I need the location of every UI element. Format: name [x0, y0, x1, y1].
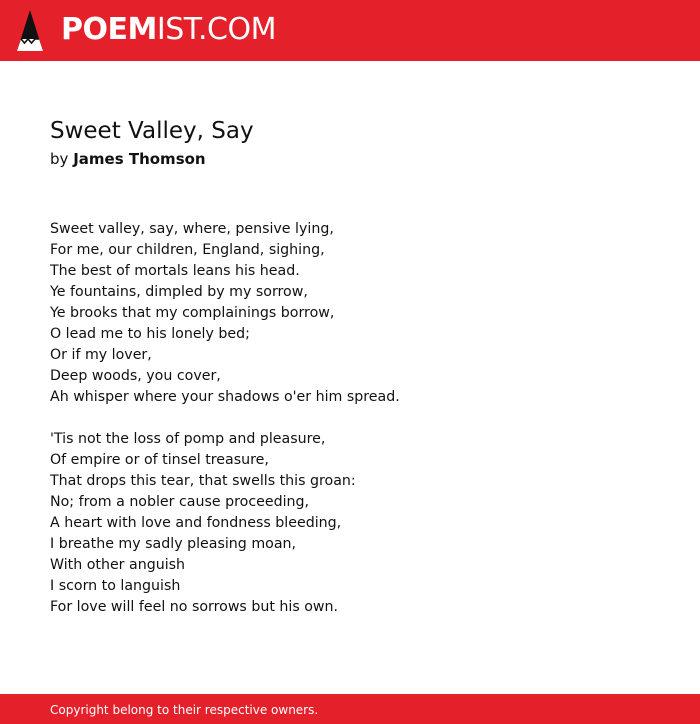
poem-line: I scorn to languish — [50, 578, 181, 594]
poem-body — [50, 219, 670, 639]
poem-line: Of empire or of tinsel treasure, — [50, 452, 269, 468]
site-logo[interactable] — [61, 12, 276, 48]
poem-byline — [50, 149, 206, 169]
poem-line: O lead me to his lonely bed; — [50, 326, 250, 342]
poem-line: A heart with love and fondness bleeding, — [50, 515, 342, 531]
logo-bold-text: POEM — [61, 12, 157, 47]
copyright-notice: Copyright belong to their respective owners. — [50, 703, 319, 717]
stanza-2 — [50, 429, 670, 618]
poem-line: That drops this tear, that swells this groan: — [50, 473, 356, 489]
poem-line: For me, our children, England, sighing, — [50, 242, 325, 258]
poem-line: The best of mortals leans his head. — [50, 263, 300, 279]
poem-line: No; from a nobler cause proceeding, — [50, 494, 310, 510]
site-header — [0, 0, 700, 61]
poem-line: Deep woods, you cover, — [50, 368, 221, 384]
by-label: by — [50, 150, 69, 168]
pencil-icon[interactable] — [17, 10, 43, 51]
poem-line: With other anguish — [50, 557, 186, 573]
poem-line: Sweet valley, say, where, pensive lying, — [50, 221, 334, 237]
logo-light-text: IST.COM — [156, 12, 276, 47]
poem-line: For love will feel no sorrows but his own. — [50, 599, 339, 615]
poem-line: Ye fountains, dimpled by my sorrow, — [50, 284, 308, 300]
stanza-1 — [50, 219, 670, 408]
poem-title: Sweet Valley, Say — [50, 118, 254, 144]
poem-line: Ah whisper where your shadows o'er him spread. — [50, 389, 400, 405]
poem-line: Ye brooks that my complainings borrow, — [50, 305, 335, 321]
poem-author: James Thomson — [73, 150, 206, 168]
poem-line: Or if my lover, — [50, 347, 152, 363]
poem-line: 'Tis not the loss of pomp and pleasure, — [50, 431, 326, 447]
poem-line: I breathe my sadly pleasing moan, — [50, 536, 297, 552]
site-footer — [0, 694, 700, 724]
